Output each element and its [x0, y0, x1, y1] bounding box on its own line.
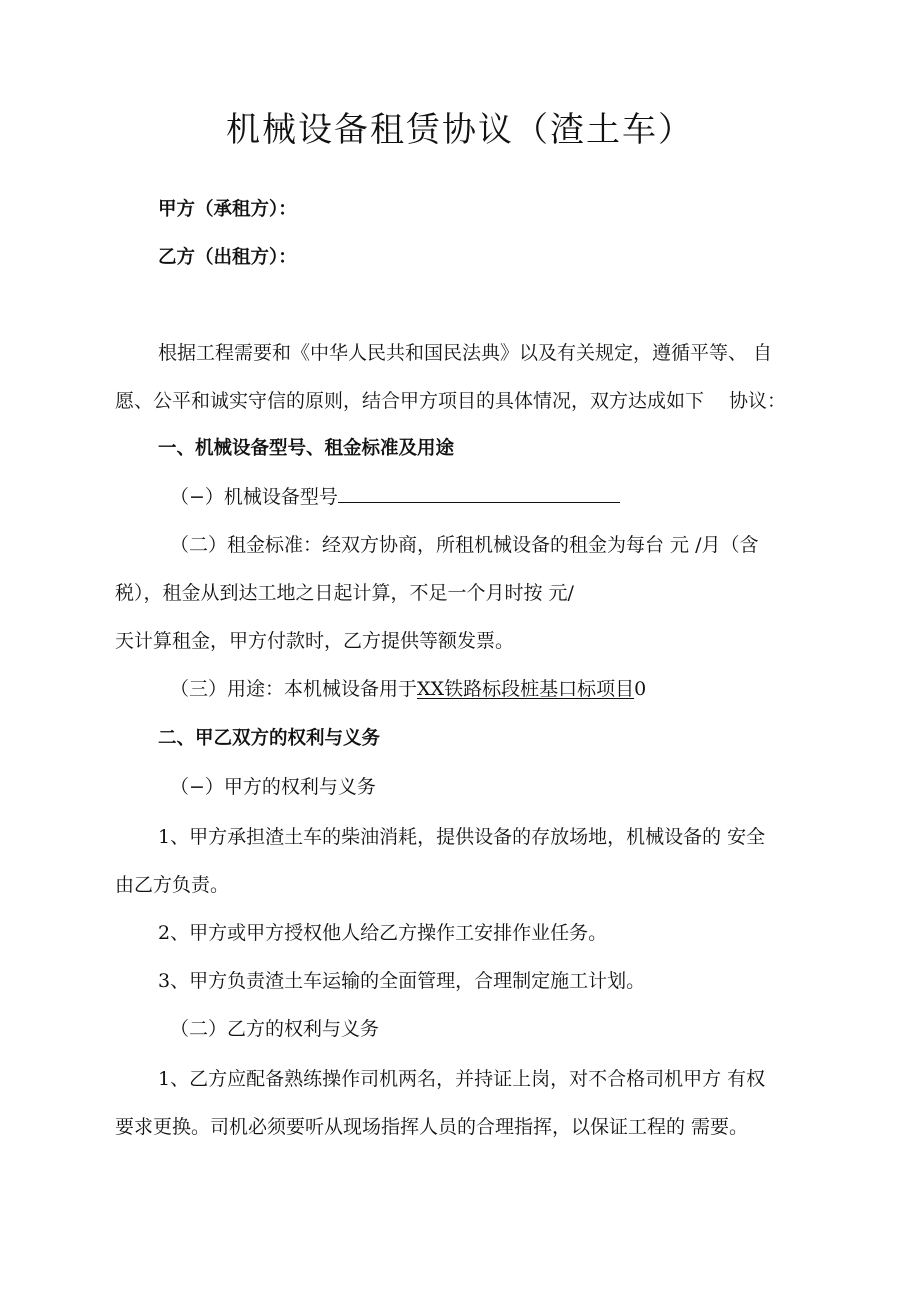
party-b-rights-subheading: （二）乙方的权利与义务: [170, 1018, 380, 1040]
usage-row: [170, 676, 646, 702]
equipment-model-blank: [338, 484, 620, 503]
document-title: 机械设备租赁协议（渣土车）: [226, 110, 694, 150]
party-b-clause-1-line-1: 1、乙方应配备熟练操作司机两名，并持证上岗，对不合格司机甲方 有权: [158, 1068, 766, 1090]
intro-line-1: 根据工程需要和《中华人民共和国民法典》以及有关规定，遵循平等、 自: [158, 342, 773, 364]
party-b-label: 乙方（出租方）：: [158, 247, 297, 268]
party-b-clause-1-line-2: 要求更换。司机必须要听从现场指挥人员的合理指挥，以保证工程的 需要。: [115, 1116, 749, 1138]
rent-standard-line-1: （二）租金标准：经双方协商，所租机械设备的租金为每台 元 /月（含: [170, 534, 759, 556]
party-a-rights-subheading: （−）甲方的权利与义务: [170, 776, 376, 798]
rent-standard-line-3: 天计算租金，甲方付款时，乙方提供等额发票。: [115, 630, 515, 652]
party-a-label: 甲方（承租方）：: [158, 199, 297, 220]
section-2-heading: 二、甲乙双方的权利与义务: [158, 728, 381, 749]
party-a-clause-3: 3、甲方负责渣土车运输的全面管理，合理制定施工计划。: [158, 970, 646, 992]
rent-standard-line-2: 税），租金从到达工地之日起计算，不足一个月时按 元/: [115, 582, 574, 604]
party-a-clause-2: 2、甲方或甲方授权他人给乙方操作工安排作业任务。: [158, 922, 608, 944]
usage-prefix: （三）用途：本机械设备用于: [170, 678, 418, 700]
section-1-heading: 一、机械设备型号、租金标准及用途: [158, 438, 455, 459]
equipment-model-label: （−）机械设备型号: [170, 486, 338, 508]
intro-line-2: 愿、公平和诚实守信的原则，结合甲方项目的具体情况，双方达成如下 协议：: [115, 390, 787, 412]
party-a-clause-1-line-2: 由乙方负责。: [115, 874, 230, 896]
usage-project-name: XX铁路标段桩基口标项目: [417, 678, 635, 700]
usage-suffix: 0: [634, 678, 647, 700]
party-a-clause-1-line-1: 1、甲方承担渣土车的柴油消耗，提供设备的存放场地，机械设备的 安全: [158, 826, 766, 848]
equipment-model-row: [170, 484, 620, 510]
